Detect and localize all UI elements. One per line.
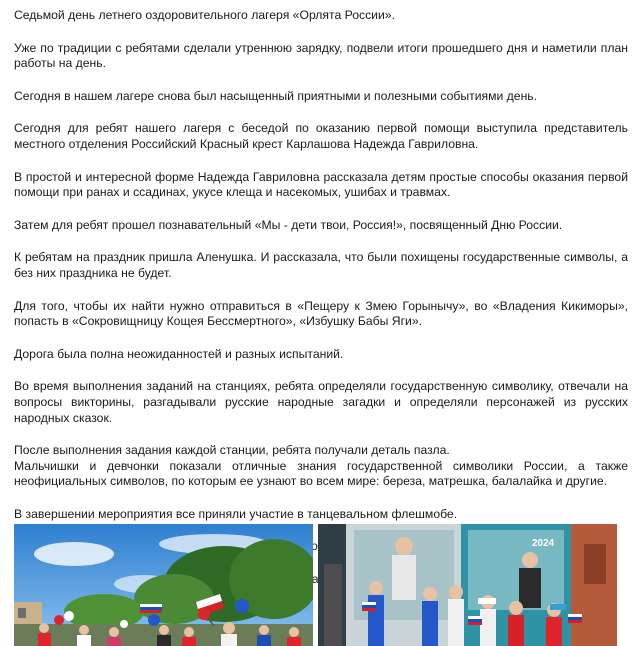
- photo-outdoor-celebration[interactable]: [14, 524, 313, 646]
- paragraph-stations: Во время выполнения заданий на станциях, ребята определяли государственную символику, отвечали на вопросы викторины, разгадывали русские народные загадки и определяли персонажей из русских народных сказок.: [14, 379, 628, 425]
- paragraph-intro: Седьмой день летнего оздоровительного лагеря «Орлята России».: [14, 8, 395, 22]
- poster-number-text: 2024: [532, 538, 555, 549]
- paragraph-events: Сегодня в нашем лагере снова был насыщенный приятными и полезными событиями день.: [14, 88, 538, 103]
- paragraph-russia-day: Затем для ребят прошел познавательный «Мы - дети твои, Россия!», посвященный Дню России.: [14, 217, 563, 232]
- paragraph-puzzle: После выполнения задания каждой станции, ребята получали деталь пазла.: [14, 443, 450, 458]
- photo-gallery: [14, 524, 614, 646]
- paragraph-symbols: Мальчишки и девчонки показали отличные знания государственной символики России, а также неофициальных символов, по которым ее узнают во всем мире: береза, матрешка, балалайка и другие.: [14, 458, 628, 489]
- paragraph-first-aid: В простой и интересной форме Надежда Гавриловна рассказала детям простые способы оказания первой помощи при ранах и ссадинах, укусе клеща и насекомых, ушибах и травмах.: [14, 169, 628, 200]
- photo-group-with-flags[interactable]: [318, 524, 617, 646]
- paragraph-flashmob: В завершении мероприятия все приняли участие в танцевальном флешмобе.: [14, 506, 458, 521]
- paragraph-alyonushka: К ребятам на праздник пришла Аленушка. И рассказала, что были похищены государственные символы, а без них праздника не будет.: [14, 250, 628, 280]
- outdoor-scene-image: [14, 524, 313, 646]
- paragraph-road: Дорога была полна неожиданностей и разных испытаний.: [14, 346, 344, 361]
- paragraph-red-cross: Сегодня для ребят нашего лагеря с беседой по оказанию первой помощи выступила представитель местного отделения Российский Красный крест Карлашова Надежда Гавриловна.: [14, 121, 628, 151]
- gallery-edge: [620, 524, 642, 646]
- paragraph-morning: Уже по традиции с ребятами сделали утреннюю зарядку, подвели итоги прошедшего дня и наметили план работы на день.: [14, 40, 628, 71]
- group-scene-image: [318, 524, 617, 646]
- paragraph-quest: Для того, чтобы их найти нужно отправиться в «Пещеру к Змею Горынычу», во «Владения Кикиморы», попасть в «Сокровищницу Кощея Бессмертного», «Избушку Бабы Яги».: [14, 298, 628, 329]
